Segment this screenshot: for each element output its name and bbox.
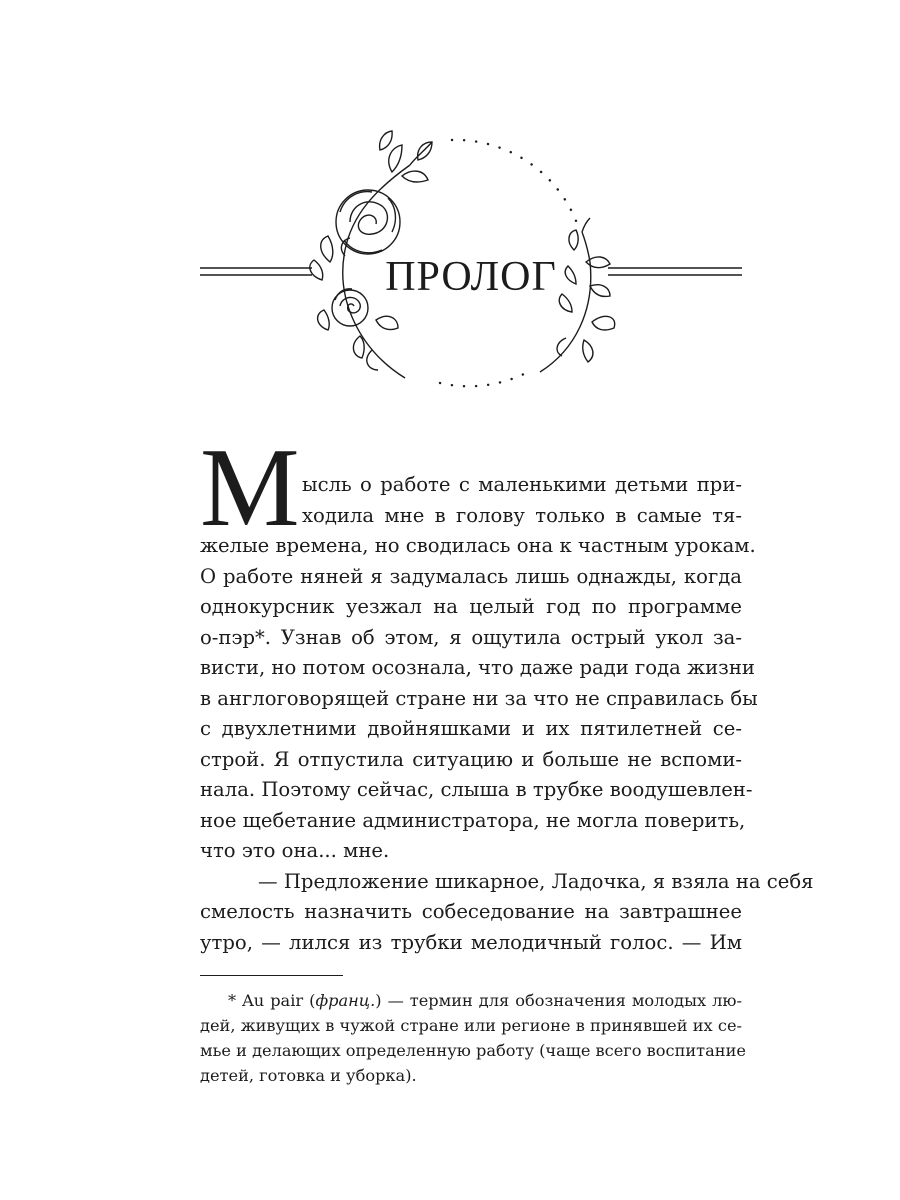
text-line: с двухлетними двойняшками и их пятилетней се- [200, 717, 742, 740]
dotted-arc-top [452, 140, 580, 232]
footnote-text-first: — термин для обозначения молодых лю- [381, 991, 742, 1010]
text-line: в англоговорящей стране ни за что не справилась бы [200, 686, 758, 710]
right-double-rule [608, 268, 742, 275]
text-line: утро, — лился из трубки мелодичный голос. — Им [200, 930, 742, 954]
body-text [200, 426, 814, 958]
text-line: желые времена, но сводилась она к частным урокам. [200, 534, 756, 557]
text-line: о-пэр*. Узнав об этом, я ощутила острый укол за- [200, 625, 742, 649]
text-line: О работе няней я задумалась лишь однажды, когда [200, 564, 742, 588]
footnote-rule [200, 975, 343, 976]
footnote-marker: * [228, 991, 237, 1010]
text-line: нала. Поэтому сейчас, слыша в трубке воодушевлен- [200, 778, 753, 801]
text-line: что это она... мне. [200, 839, 390, 862]
text-line: ысль о работе с маленькими детьми при- [302, 473, 742, 496]
chapter-title: ПРОЛОГ [385, 254, 557, 300]
text-line: висти, но потом осознала, что даже ради года жизни [200, 656, 755, 679]
text-line: строй. Я отпустила ситуацию и больше не вспоми- [200, 747, 742, 771]
text-line: смелость назначить собеседование на завтрашнее [200, 900, 742, 923]
footnote-lang: франц. [315, 991, 376, 1010]
footnote [200, 988, 746, 1088]
footnote-line: * Au pair (франц.) — термин для обозначения молодых лю- [228, 991, 742, 1010]
left-double-rule [200, 268, 312, 275]
dotted-arc-bottom [440, 372, 528, 386]
footnote-line: дей, живущих в чужой стране или регионе в принявшей их се- [200, 1016, 742, 1035]
footnote-term: Au pair [242, 991, 304, 1010]
chapter-header-ornament [0, 0, 900, 420]
text-line: однокурсник уезжал на целый год по программе [200, 595, 742, 618]
text-line: ходила мне в голову только в самые тя- [302, 503, 742, 527]
text-line: — Предложение шикарное, Ладочка, я взяла на себя [258, 869, 814, 893]
drop-cap: М [200, 426, 300, 550]
footnote-line: мье и делающих определенную работу (чаще всего воспитание [200, 1041, 746, 1060]
footnote-line: детей, готовка и уборка). [200, 1066, 417, 1085]
text-line: ное щебетание администратора, не могла поверить, [200, 808, 746, 832]
